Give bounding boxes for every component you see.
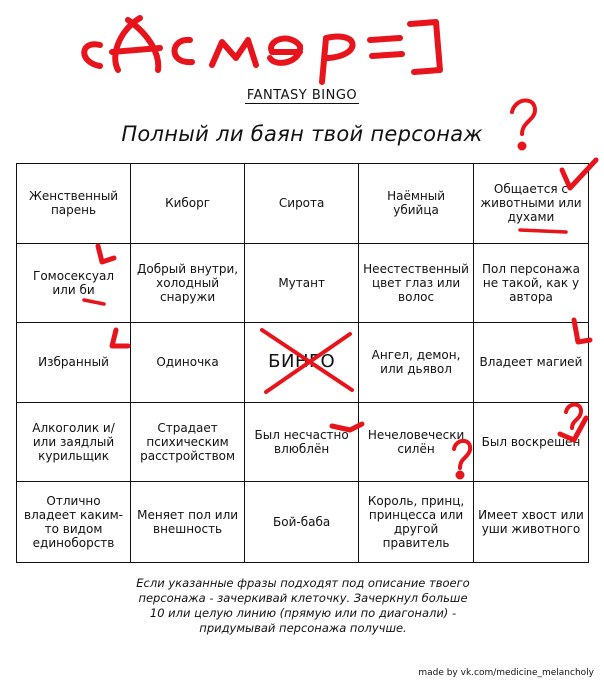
page-title: Полный ли баян твой персонаж xyxy=(121,122,483,146)
cell-25[interactable]: Имеет хвост или уши животного xyxy=(478,508,584,537)
cell-16[interactable]: Алкоголик и/или заядлый курильщик xyxy=(17,403,131,483)
cell-10[interactable]: Пол персонажа не такой, как у автора xyxy=(474,244,588,324)
credit: made by vk.com/medicine_melancholy xyxy=(418,668,594,678)
cell-12[interactable]: Одиночка xyxy=(131,323,245,403)
cell-11[interactable]: Избранный xyxy=(17,323,131,403)
cell-18[interactable]: Был несчастно влюблён xyxy=(245,403,359,483)
bingo-grid xyxy=(16,163,589,563)
cell-5[interactable]: Общается с животными или духами xyxy=(474,164,588,244)
cell-8[interactable]: Мутант xyxy=(245,244,359,324)
cell-19[interactable]: Нечеловечески силён xyxy=(359,403,474,483)
cell-7[interactable]: Добрый внутри, холодный снаружи xyxy=(131,244,245,324)
cell-3[interactable]: Сирота xyxy=(245,164,359,244)
instructions: Если указанные фразы подходят под описание твоего персонажа - зачеркивай клеточку. Зачеркнул больше 10 или целую линию (прямую или по диагонали) - придумывай персонажа получше. xyxy=(136,576,470,635)
cell-20[interactable]: Был воскрешен xyxy=(474,403,588,483)
cell-center-bingo[interactable]: БИНГО xyxy=(245,323,359,403)
scrawl-handwriting xyxy=(84,18,440,82)
cell-9[interactable]: Неестественный цвет глаз или волос xyxy=(359,244,474,324)
cell-23[interactable]: Бой-баба xyxy=(245,482,359,562)
cell-1[interactable]: Женственный парень xyxy=(17,164,131,244)
cell-21[interactable]: Отлично владеет каким-то видом единоборств xyxy=(17,482,131,562)
cell-24[interactable]: Король, принц, принцесса или другой правитель xyxy=(359,482,474,562)
cell-2[interactable]: Киборг xyxy=(131,164,245,244)
cell-14[interactable]: Ангел, демон, или дьявол xyxy=(359,323,474,403)
subtitle-text: FANTASY BINGO xyxy=(246,88,358,103)
subtitle xyxy=(0,88,604,103)
cell-15[interactable]: Владеет магией xyxy=(474,323,588,403)
cell-4[interactable]: Наёмный убийца xyxy=(359,164,474,244)
cell-22[interactable]: Меняет пол или внешность xyxy=(131,482,245,562)
cell-17[interactable]: Страдает психическим расстройством xyxy=(131,403,245,483)
cell-6[interactable]: Гомосексуал или би xyxy=(17,244,131,324)
